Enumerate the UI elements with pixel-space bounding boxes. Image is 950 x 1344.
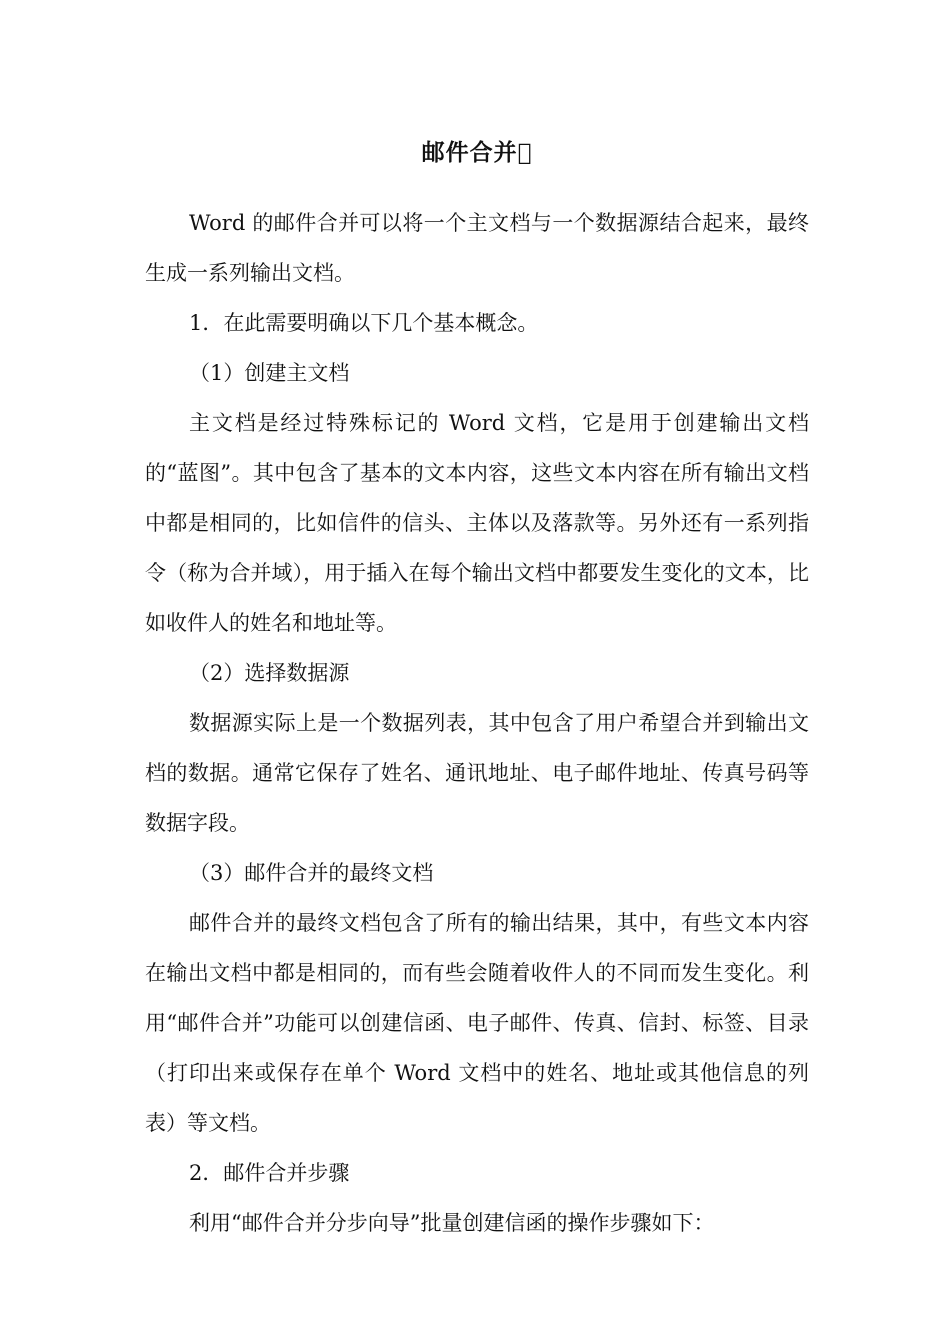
document-title: 邮件合并  (421, 139, 533, 166)
subheading-main-document: （1）创建主文档 (189, 361, 350, 385)
subheading-data-source: （2）选择数据源 (189, 661, 350, 685)
section-heading-steps: 2．邮件合并步骤 (189, 1161, 350, 1185)
paragraph-intro: Word 的邮件合并可以将一个主文档与一个数据源结合起来，最终生成一系列输出文档。 (145, 211, 809, 285)
document-body (145, 133, 809, 1248)
subheading-final-document: （3）邮件合并的最终文档 (189, 861, 434, 885)
paragraph-final-document: 邮件合并的最终文档包含了所有的输出结果，其中，有些文本内容在输出文档中都是相同的，而有些会随着收件人的不同而发生变化。利用“邮件合并”功能可以创建信函、电子邮件、传真、信封、标签、目录（打印出来或保存在单个 Word 文档中的姓名、地址或其他信息的列表）等文档。 (145, 911, 809, 1135)
section-heading-concepts: 1．在此需要明确以下几个基本概念。 (189, 311, 539, 335)
paragraph-data-source: 数据源实际上是一个数据列表，其中包含了用户希望合并到输出文档的数据。通常它保存了姓名、通讯地址、电子邮件地址、传真号码等数据字段。 (145, 711, 809, 835)
paragraph-steps-intro: 利用“邮件合并分步向导”批量创建信函的操作步骤如下： (189, 1211, 715, 1235)
paragraph-main-document: 主文档是经过特殊标记的 Word 文档，它是用于创建输出文档的“蓝图”。其中包含了基本的文本内容，这些文本内容在所有输出文档中都是相同的，比如信件的信头、主体以及落款等。另外还有一系列指令（称为合并域），用于插入在每个输出文档中都要发生变化的文本，比如收件人的姓名和地址等。 (145, 411, 809, 635)
